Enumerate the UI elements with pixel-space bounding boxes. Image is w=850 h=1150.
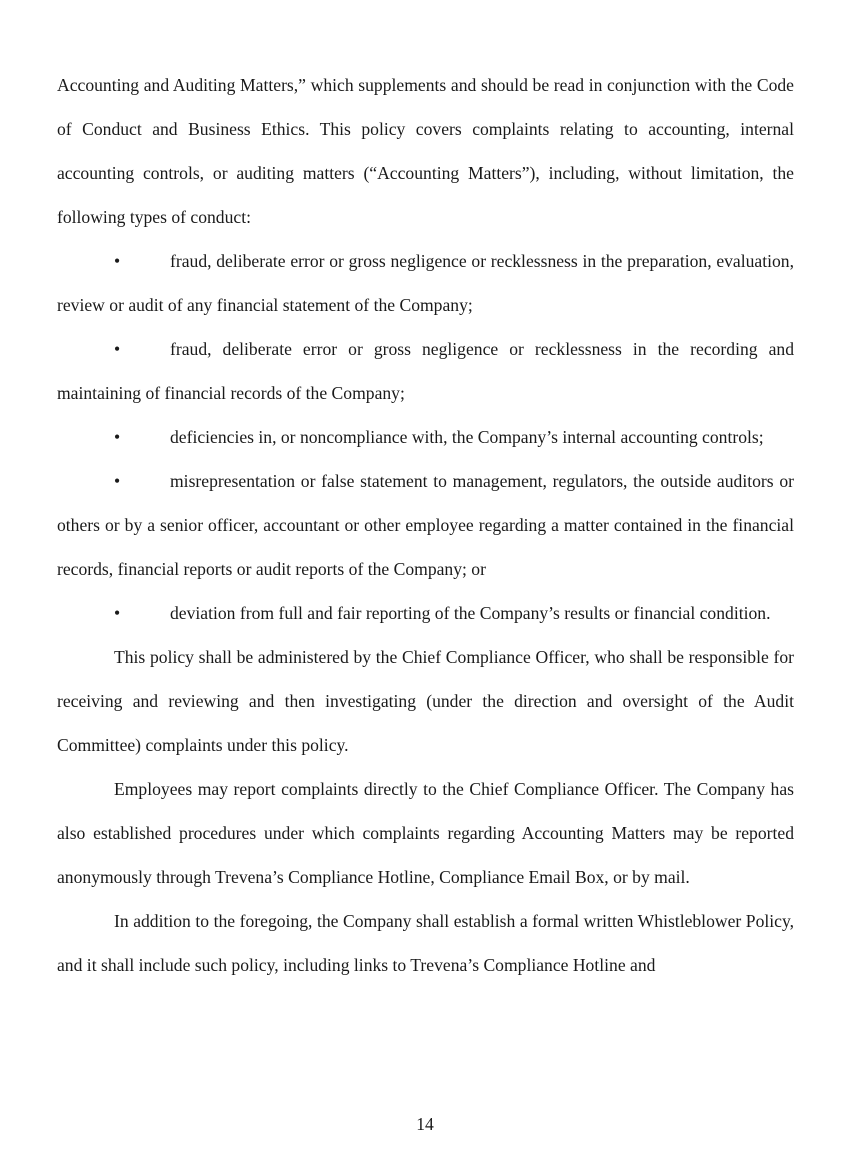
paragraph-intro: Accounting and Auditing Matters,” which supplements and should be read in conjunction with the Code of Conduct and Business Ethics. This policy covers complaints relating to accounting, internal accounting controls, or auditing matters (“Accounting Matters”), including, without limitation, the following types of conduct: — [57, 75, 794, 227]
bullet-icon: • — [114, 339, 121, 359]
bullet-text: fraud, deliberate error or gross negligence or recklessness in the preparation, evaluation, review or audit of any financial statement of the Company; — [57, 251, 794, 315]
bullet-text: deviation from full and fair reporting of the Company’s results or financial condition. — [170, 603, 771, 623]
paragraph-reporting: Employees may report complaints directly to the Chief Compliance Officer. The Company has also established procedures under which complaints regarding Accounting Matters may be reported anonymously through Trevena’s Compliance Hotline, Compliance Email Box, or by mail. — [57, 779, 794, 887]
bullet-text: misrepresentation or false statement to management, regulators, the outside auditors or others or by a senior officer, accountant or other employee regarding a matter contained in the financial records, financial reports or audit reports of the Company; or — [57, 471, 794, 579]
bullet-item-3 — [57, 415, 794, 459]
bullet-item-4 — [57, 459, 794, 591]
bullet-icon: • — [114, 471, 121, 491]
bullet-icon: • — [114, 251, 121, 271]
paragraph-whistleblower: In addition to the foregoing, the Company shall establish a formal written Whistleblower Policy, and it shall include such policy, including links to Trevena’s Compliance Hotline and — [57, 911, 794, 975]
page-number: 14 — [416, 1114, 434, 1134]
bullet-icon: • — [114, 427, 121, 447]
bullet-text: deficiencies in, or noncompliance with, the Company’s internal accounting controls; — [170, 427, 764, 447]
bullet-item-1 — [57, 239, 794, 327]
document-body — [57, 63, 794, 987]
bullet-text: fraud, deliberate error or gross negligence or recklessness in the recording and maintaining of financial records of the Company; — [57, 339, 794, 403]
bullet-item-5 — [57, 591, 794, 635]
bullet-item-2 — [57, 327, 794, 415]
paragraph-administration: This policy shall be administered by the Chief Compliance Officer, who shall be responsible for receiving and reviewing and then investigating (under the direction and oversight of the Audit Committee) complaints under this policy. — [57, 647, 794, 755]
bullet-icon: • — [114, 603, 121, 623]
